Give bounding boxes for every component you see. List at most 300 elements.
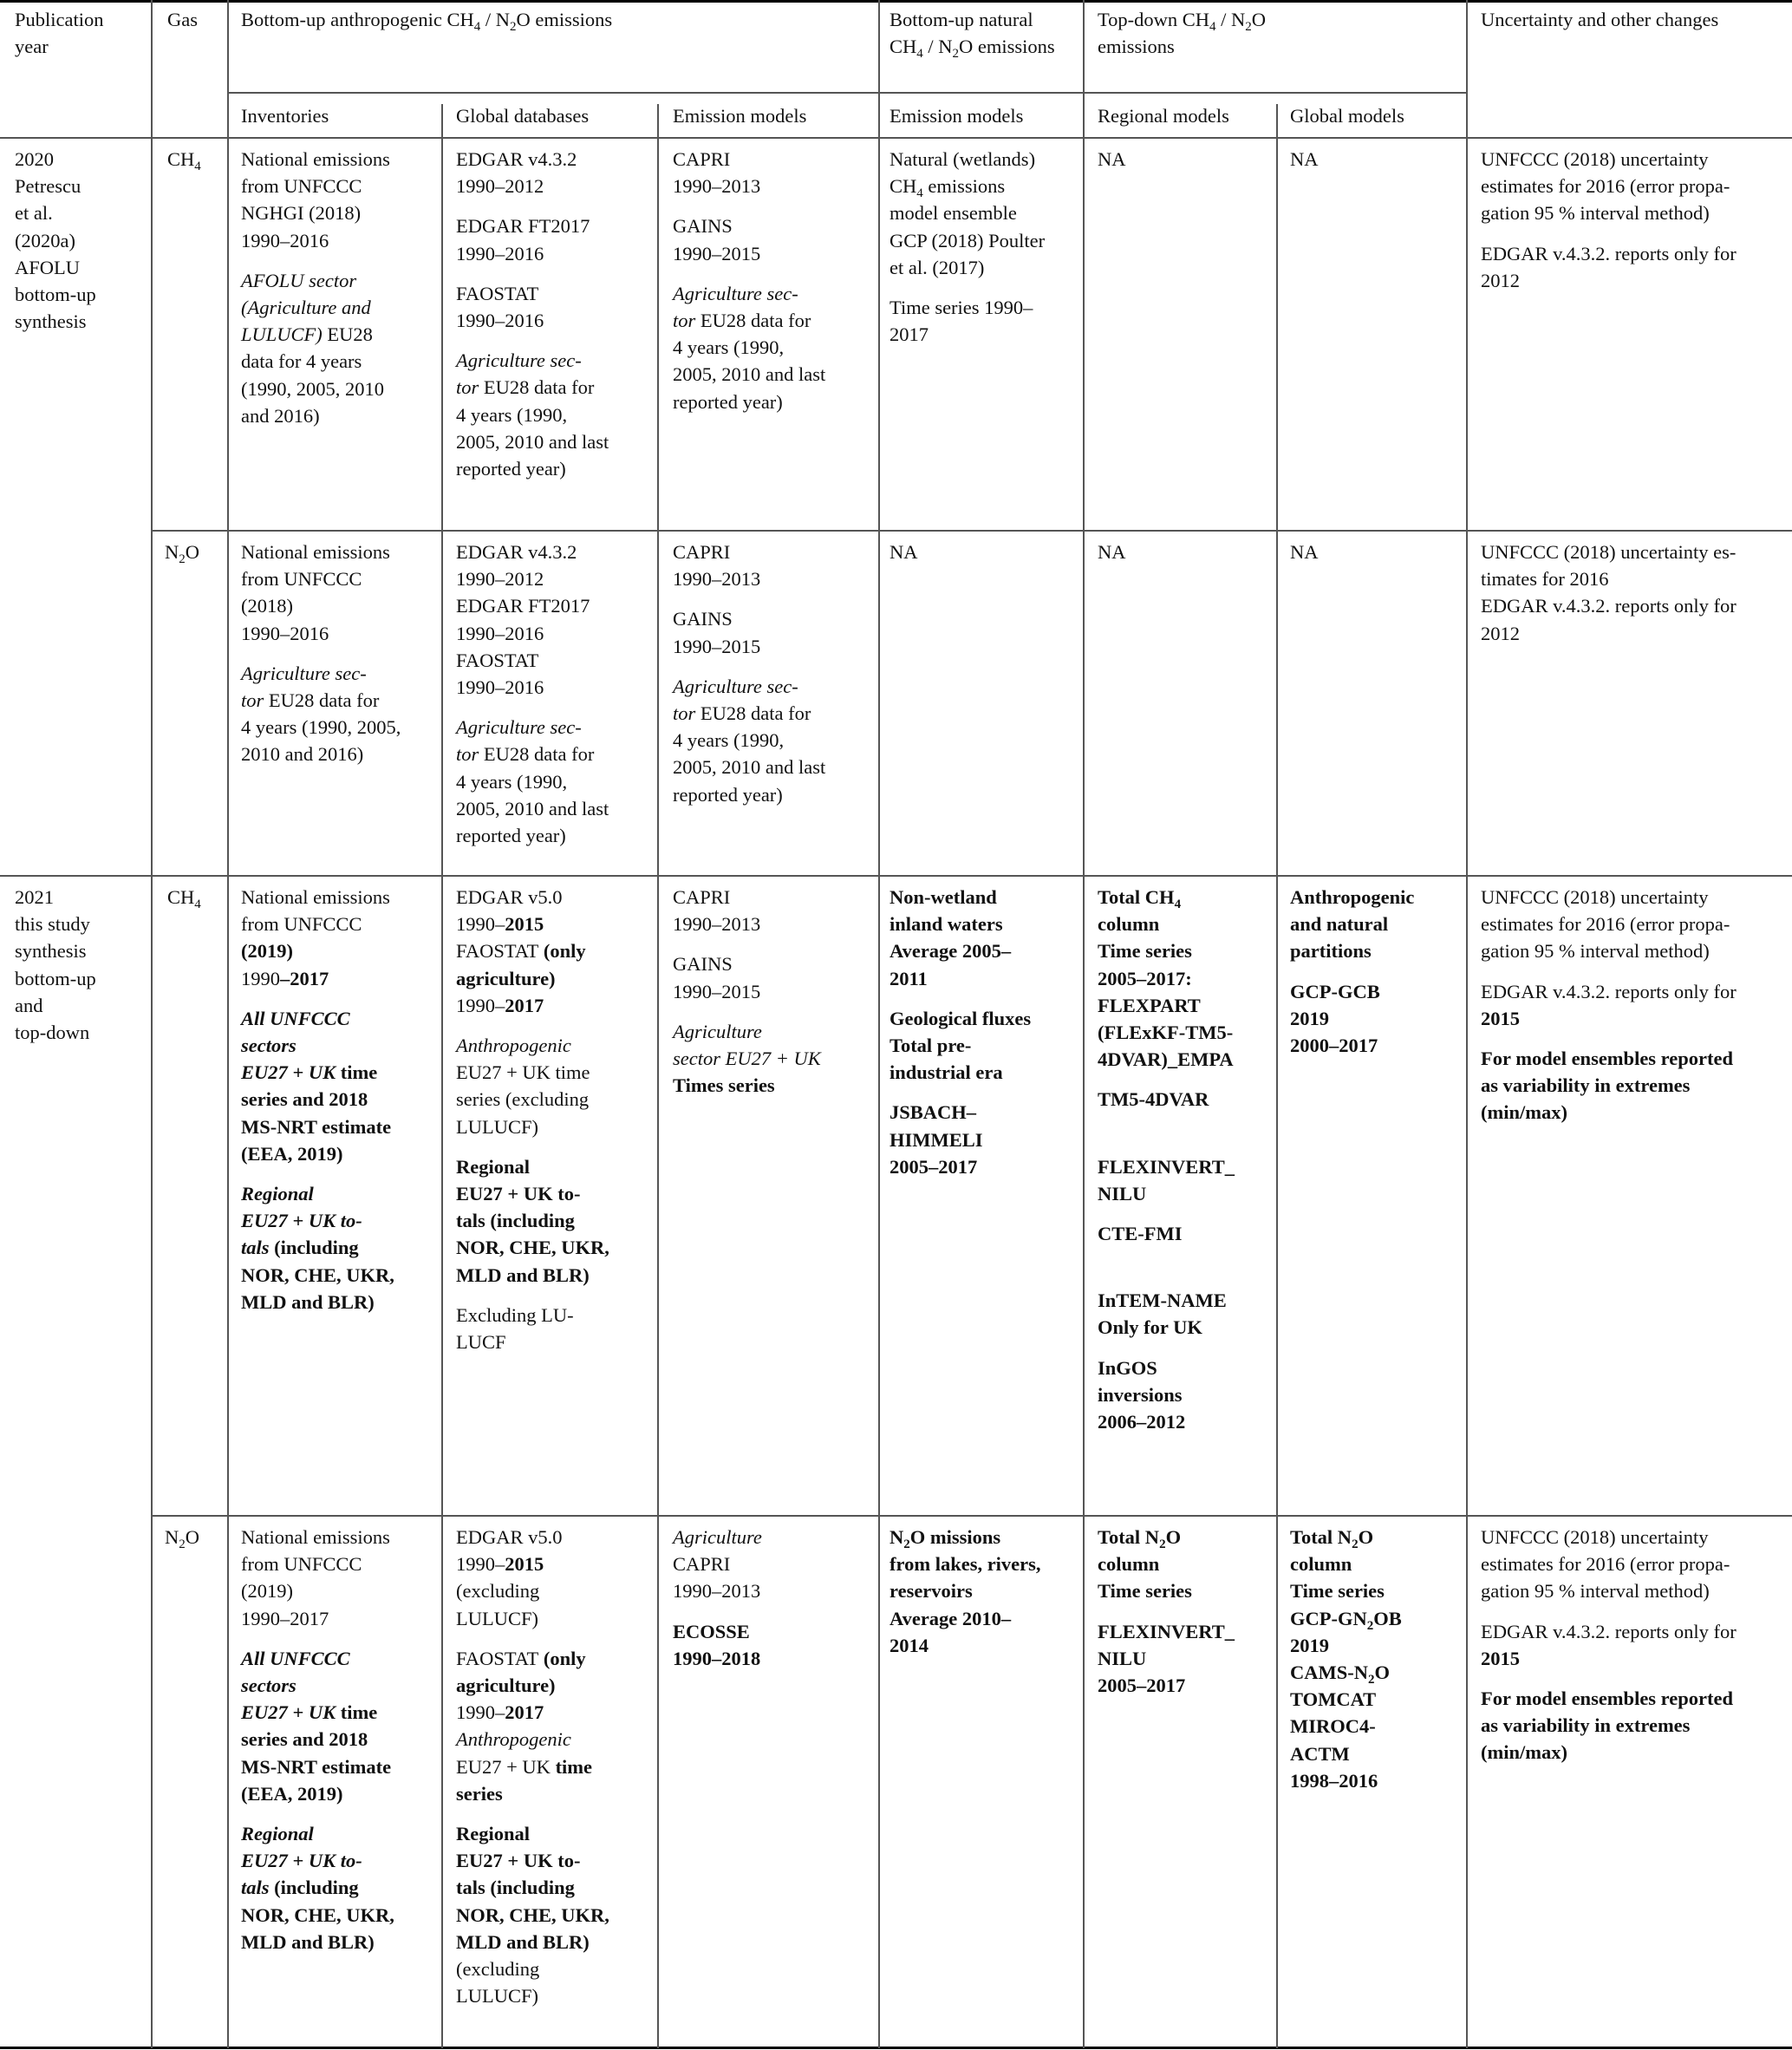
cell-text: ACTM xyxy=(1290,1742,1350,1765)
cell-text: estimates for 2016 (error propa- xyxy=(1481,913,1730,936)
cell-text: MLD and BLR) xyxy=(241,1290,375,1313)
cell-text: CAPRI xyxy=(673,886,731,908)
cell-text: synthesis xyxy=(15,940,87,963)
header-anthropogenic xyxy=(241,6,865,33)
cell-text: (2019) xyxy=(241,940,293,963)
cell-text: CTE-FMI xyxy=(1098,1223,1183,1245)
cell-text: CH xyxy=(889,175,917,198)
cell-text: EU27 + UK to- xyxy=(241,1210,362,1232)
cell-text: tals xyxy=(241,1237,270,1259)
cell-text: EU27 + UK to- xyxy=(456,1183,581,1205)
cell-text: Regional xyxy=(241,1183,314,1205)
cell-text: For model ensembles reported xyxy=(1481,1688,1733,1710)
cell-text: 2 xyxy=(179,1538,186,1551)
cell-text: (2019) xyxy=(241,1580,293,1603)
cell-text: Anthropogenic xyxy=(456,1728,571,1751)
cell-text: For model ensembles reported xyxy=(1481,1048,1733,1070)
row2020-ch4-regional xyxy=(1098,146,1126,173)
cell-text: 4 xyxy=(916,47,923,62)
cell-text: Anthropogenic xyxy=(1290,886,1415,908)
cell-text: EU27 + UK xyxy=(456,1755,556,1778)
cell-text: FLEXINVERT_ xyxy=(1098,1155,1235,1178)
cell-text: 1990–2013 xyxy=(673,568,761,591)
cell-text: 2 xyxy=(1368,1673,1375,1688)
cell-text: LULUCF) xyxy=(456,1985,538,2008)
cell-text: and xyxy=(15,994,43,1016)
cell-text: –2017 xyxy=(280,967,329,989)
cell-text: (EEA, 2019) xyxy=(241,1142,343,1165)
cell-text: EU28 data for xyxy=(264,689,380,712)
cell-text: column xyxy=(1098,1553,1160,1576)
row2020-ch4-gas xyxy=(167,146,201,173)
cell-text: EDGAR v.4.3.2. reports only for xyxy=(1481,1620,1737,1642)
cell-text: Bottom-up natural CH xyxy=(889,9,1033,58)
spacer xyxy=(456,701,643,714)
spacer xyxy=(456,1019,643,1032)
header-natural xyxy=(889,6,1067,60)
cell-text: 1990–2016 xyxy=(456,310,544,332)
cell-text: Agriculture sec- xyxy=(673,675,798,697)
cell-text: EU28 data for xyxy=(695,310,811,332)
cell-text: series and 2018 xyxy=(241,1728,368,1751)
row2020-n2o-gas xyxy=(165,539,199,565)
vline-after-topdown xyxy=(1466,0,1468,2048)
cell-text: CH xyxy=(167,886,195,908)
cell-text: EU27 + UK time xyxy=(456,1061,590,1084)
cell-text: HIMMELI xyxy=(889,1128,983,1151)
cell-text: Petrescu xyxy=(15,175,81,198)
cell-text: agriculture) xyxy=(456,1675,556,1697)
vline-reg-glob xyxy=(1276,104,1278,2048)
top-rule xyxy=(0,0,1792,3)
row2021-ch4-emission-models xyxy=(673,884,859,1099)
cell-text: 4 years (1990, xyxy=(456,403,568,426)
cell-text: 2011 xyxy=(889,967,928,989)
cell-text: FLEXINVERT_ xyxy=(1098,1620,1235,1642)
cell-text: from lakes, rivers, xyxy=(889,1553,1041,1576)
cell-text: partitions xyxy=(1290,940,1372,963)
header-inventories xyxy=(241,102,329,129)
cell-text: (including xyxy=(269,1237,359,1259)
cell-text: (2020a) xyxy=(15,229,75,251)
cell-text: O emissions xyxy=(959,36,1055,58)
row2021-n2o-global xyxy=(1290,1524,1459,1794)
cell-text: 1990–2016 xyxy=(456,676,544,699)
row2021-ch4-global-databases xyxy=(456,884,643,1355)
cell-text: (Agriculture and xyxy=(241,297,371,319)
cell-text: Uncertainty and other changes xyxy=(1481,9,1719,30)
spacer xyxy=(1098,1113,1271,1140)
cell-text: 2015 xyxy=(1481,1647,1520,1669)
cell-text: O emissions xyxy=(516,9,613,30)
header-uncertainty xyxy=(1481,6,1784,33)
cell-text: (including xyxy=(269,1877,359,1899)
cell-text: data for 4 years xyxy=(241,350,362,373)
row2021-ch4-global xyxy=(1290,884,1459,1059)
cell-text: Only for UK xyxy=(1098,1316,1202,1339)
row2021-n2o-gas xyxy=(165,1524,199,1551)
cell-text: 4 years (1990, xyxy=(456,770,568,793)
cell-text: 1990–2013 xyxy=(673,1580,761,1603)
cell-text: 4 xyxy=(194,898,201,911)
cell-text: from UNFCCC xyxy=(241,175,362,198)
cell-text: and natural xyxy=(1290,913,1389,936)
cell-text: Total CH xyxy=(1098,886,1175,908)
cell-text: column xyxy=(1098,913,1160,936)
row2020-n2o-inventories xyxy=(241,539,427,768)
cell-text: Global models xyxy=(1290,105,1404,127)
cell-text: NA xyxy=(1098,541,1126,563)
cell-text: Time series xyxy=(1098,1580,1192,1603)
row2021-ch4-n2o-rule xyxy=(151,1515,1792,1517)
cell-text: Total pre- xyxy=(889,1035,972,1057)
cell-text: 2 xyxy=(952,47,960,62)
cell-text: Time series xyxy=(1098,940,1192,963)
cell-text: 4 years (1990, xyxy=(673,729,785,752)
cell-text: EU28 xyxy=(322,323,373,346)
cell-text: CH xyxy=(167,148,195,170)
cell-text: 1990–2015 xyxy=(673,242,761,264)
spacer xyxy=(456,1807,643,1820)
cell-text: from UNFCCC xyxy=(241,913,362,936)
cell-text: Agriculture sec- xyxy=(673,282,798,304)
row2021-n2o-uncertainty xyxy=(1481,1524,1784,1766)
cell-text: (2018) xyxy=(241,595,293,617)
row2020-n2o-emission-models xyxy=(673,539,859,808)
spacer xyxy=(1098,1274,1271,1287)
spacer xyxy=(456,267,643,280)
cell-text: 2005, 2010 and last xyxy=(456,430,609,453)
cell-text: 1990–2016 xyxy=(456,622,544,644)
spacer xyxy=(1481,965,1784,978)
cell-text: from UNFCCC xyxy=(241,568,362,591)
cell-text: NGHGI (2018) xyxy=(241,202,362,225)
cell-text: FAOSTAT xyxy=(456,649,539,671)
cell-text: tor xyxy=(673,702,696,725)
vline-after-natural xyxy=(1083,0,1085,2048)
cell-text: 4 xyxy=(1209,20,1216,34)
cell-text: 2017 xyxy=(505,1701,544,1724)
cell-text: Publication year xyxy=(15,9,104,58)
cell-text: 2017 xyxy=(889,323,929,346)
cell-text: 1990–2013 xyxy=(673,175,761,198)
row2021-n2o-emission-models xyxy=(673,1524,859,1672)
cell-text: O xyxy=(1358,1526,1374,1548)
cell-text: 2005–2017 xyxy=(889,1155,978,1178)
cell-text: et al. (2017) xyxy=(889,256,985,278)
cell-text: (FLExKF-TM5- xyxy=(1098,1022,1234,1044)
bottom-rule xyxy=(0,2047,1792,2049)
cell-text: Bottom-up anthropogenic CH xyxy=(241,9,474,30)
spacer xyxy=(1290,965,1459,978)
cell-text: 2000–2017 xyxy=(1290,1035,1378,1057)
cell-text: UNFCCC (2018) uncertainty xyxy=(1481,148,1709,170)
spacer xyxy=(673,937,859,950)
spacer xyxy=(673,199,859,212)
spacer xyxy=(1481,1605,1784,1618)
cell-text: EDGAR FT2017 xyxy=(456,215,590,238)
cell-text: GCP (2018) Poulter xyxy=(889,229,1046,251)
header-gas xyxy=(167,6,219,33)
cell-text: CAPRI xyxy=(673,1553,731,1576)
header-rule xyxy=(0,137,1792,139)
cell-text: Time series 1990– xyxy=(889,297,1033,319)
row2020-ch4-natural xyxy=(889,146,1071,348)
cell-text: tals (including xyxy=(456,1210,575,1232)
spacer xyxy=(673,267,859,280)
cell-text: NA xyxy=(1290,148,1319,170)
cell-text: series xyxy=(456,1782,503,1805)
row2020-ch4-global-databases xyxy=(456,146,643,482)
cell-text: JSBACH– xyxy=(889,1101,977,1124)
header-natural-emission-models xyxy=(889,102,1023,129)
cell-text: tor xyxy=(456,376,479,399)
cell-text: UNFCCC (2018) uncertainty xyxy=(1481,1526,1709,1548)
cell-text: AFOLU xyxy=(15,256,81,278)
vline-after-gas xyxy=(227,0,229,2048)
row2020-ch4-uncertainty xyxy=(1481,146,1784,294)
header-publication-year xyxy=(15,6,136,60)
spacer xyxy=(456,1140,643,1153)
cell-text: 1990– xyxy=(456,913,505,936)
cell-text: Top-down CH xyxy=(1098,9,1210,30)
cell-text: this study xyxy=(15,913,90,936)
spacer xyxy=(889,281,1071,294)
cell-text: EU27 + UK xyxy=(241,1061,336,1084)
row2021-ch4-regional xyxy=(1098,884,1271,1435)
cell-text: as variability in extremes xyxy=(1481,1074,1691,1097)
cell-text: LULUCF) xyxy=(456,1115,538,1138)
header-midrule-natural xyxy=(878,92,1083,94)
cell-text: 2010 and 2016) xyxy=(241,743,364,766)
cell-text: LULUCF) xyxy=(456,1607,538,1629)
spacer xyxy=(456,334,643,347)
row2020-n2o-global xyxy=(1290,539,1319,565)
cell-text: / N xyxy=(1215,9,1246,30)
row2021-ch4-uncertainty xyxy=(1481,884,1784,1126)
cell-text: O xyxy=(185,1526,199,1548)
cell-text: EDGAR FT2017 xyxy=(456,595,590,617)
cell-text: EDGAR v5.0 xyxy=(456,886,563,908)
row2020-n2o-regional xyxy=(1098,539,1126,565)
cell-text: 2005, 2010 and last xyxy=(456,797,609,819)
spacer xyxy=(1098,1605,1271,1618)
cell-text: EDGAR v.4.3.2. reports only for xyxy=(1481,595,1737,617)
cell-text: NOR, CHE, UKR, xyxy=(456,1903,609,1926)
row2021-ch4-inventories xyxy=(241,884,427,1316)
cell-text: Total N xyxy=(1098,1526,1160,1548)
cell-text: Agriculture sec- xyxy=(241,662,367,684)
cell-text: EDGAR v4.3.2 xyxy=(456,541,577,563)
cell-text: EDGAR v.4.3.2. reports only for xyxy=(1481,980,1737,1002)
cell-text: Average 2010– xyxy=(889,1607,1012,1629)
spacer xyxy=(456,1632,643,1645)
cell-text: O xyxy=(1165,1526,1182,1548)
cell-text: (min/max) xyxy=(1481,1741,1567,1764)
cell-text: sectors xyxy=(241,1035,296,1057)
cell-text: Geological fluxes xyxy=(889,1007,1032,1029)
cell-text: CAPRI xyxy=(673,541,731,563)
cell-text: 4 xyxy=(194,160,201,173)
cell-text: 4 xyxy=(473,20,481,34)
cell-text: FAOSTAT xyxy=(456,282,539,304)
row2021-year xyxy=(15,884,145,1046)
cell-text: EDGAR v5.0 xyxy=(456,1526,563,1548)
cell-text: (EEA, 2019) xyxy=(241,1782,343,1805)
spacer xyxy=(1481,227,1784,240)
row2020-n2o-global-databases xyxy=(456,539,643,849)
cell-text: 2 xyxy=(1366,1618,1374,1633)
spacer xyxy=(673,1005,859,1018)
cell-text: 1990–2015 xyxy=(673,635,761,657)
row2020-ch4-emission-models xyxy=(673,146,859,415)
cell-text: reported year) xyxy=(456,458,566,480)
row2020-ch4-global xyxy=(1290,146,1319,173)
cell-text: EU27 + UK xyxy=(241,1701,336,1724)
spacer xyxy=(673,592,859,605)
cell-text: 1990–2015 xyxy=(673,980,761,1002)
cell-text: inland waters xyxy=(889,913,1003,936)
cell-text: EU28 data for xyxy=(479,743,595,766)
cell-text: Average 2005– xyxy=(889,940,1012,963)
cell-text: InGOS xyxy=(1098,1356,1157,1379)
cell-text: sector EU27 + UK xyxy=(673,1048,821,1070)
cell-text: NOR, CHE, UKR, xyxy=(456,1237,609,1259)
cell-text: 2015 xyxy=(505,913,544,936)
cell-text: 4 years (1990, 2005, xyxy=(241,716,401,739)
cell-text: time xyxy=(336,1061,378,1084)
cell-text: Agriculture sec- xyxy=(456,716,582,739)
cell-text: 4 xyxy=(1174,898,1182,911)
cell-text: agriculture) xyxy=(456,967,556,989)
spacer xyxy=(456,1289,643,1302)
cell-text: tor xyxy=(673,310,696,332)
cell-text: (only xyxy=(538,940,586,963)
spacer xyxy=(673,660,859,673)
cell-text: / N xyxy=(480,9,510,30)
row2021-ch4-natural xyxy=(889,884,1071,1180)
cell-text: NILU xyxy=(1098,1182,1147,1205)
cell-text: 2 xyxy=(179,552,186,566)
cell-text: 1990– xyxy=(456,1553,505,1576)
cell-text: 2006–2012 xyxy=(1098,1411,1186,1433)
cell-text: Anthropogenic xyxy=(456,1035,571,1057)
cell-text: 2019 xyxy=(1290,1007,1329,1029)
cell-text: as variability in extremes xyxy=(1481,1714,1691,1737)
cell-text: 2012 xyxy=(1481,622,1520,644)
cell-text: 2012 xyxy=(1481,269,1520,291)
cell-text: 2 xyxy=(1245,20,1252,34)
cell-text: 1990–2016 xyxy=(241,622,329,644)
cell-text: MLD and BLR) xyxy=(456,1263,590,1286)
cell-text: NA xyxy=(1098,148,1126,170)
cell-text: synthesis xyxy=(15,310,87,333)
cell-text: GAINS xyxy=(673,953,733,976)
spacer xyxy=(241,992,427,1005)
cell-text: 1990–2016 xyxy=(456,242,544,264)
cell-text: EDGAR v4.3.2 xyxy=(456,148,577,170)
cell-text: reservoirs xyxy=(889,1580,973,1603)
cell-text: tor xyxy=(456,743,479,766)
cell-text: GAINS xyxy=(673,608,733,630)
cell-text: 2019 xyxy=(1290,1634,1329,1656)
cell-text: 2015 xyxy=(1481,1007,1520,1029)
cell-text: Regional xyxy=(456,1823,531,1845)
row2020-n2o-uncertainty xyxy=(1481,539,1784,647)
spacer xyxy=(241,647,427,660)
cell-text: gation 95 % interval method) xyxy=(1481,940,1710,963)
cell-text: O xyxy=(185,541,199,563)
cell-text: N xyxy=(165,1526,179,1548)
spacer xyxy=(1098,1073,1271,1086)
cell-text: 2020 xyxy=(15,148,54,170)
cell-text: bottom-up xyxy=(15,967,96,989)
vline-after-anthropogenic xyxy=(878,0,880,2048)
cell-text: TM5-4DVAR xyxy=(1098,1088,1209,1111)
cell-text: Global databases xyxy=(456,105,590,127)
cell-text: reported year) xyxy=(673,783,783,806)
cell-text: O xyxy=(1374,1662,1391,1684)
cell-text: N xyxy=(889,1526,904,1548)
cell-text: model ensemble xyxy=(889,202,1017,225)
row2020-ch4-n2o-rule xyxy=(151,530,1792,532)
cell-text: 2005, 2010 and last xyxy=(673,363,826,386)
cell-text: 1990–2018 xyxy=(673,1647,761,1669)
cell-text: GAINS xyxy=(673,215,733,238)
cell-text: 1990–2012 xyxy=(456,175,544,198)
cell-text: estimates for 2016 (error propa- xyxy=(1481,175,1730,198)
cell-text: (min/max) xyxy=(1481,1101,1567,1124)
cell-text: 2 xyxy=(903,1538,910,1551)
cell-text: MS-NRT estimate xyxy=(241,1115,392,1138)
row2021-ch4-gas xyxy=(167,884,201,911)
cell-text: GCP-GCB xyxy=(1290,980,1380,1002)
cell-text: Times series xyxy=(673,1074,775,1097)
spacer xyxy=(241,1632,427,1645)
cell-text: / N xyxy=(922,36,953,58)
cell-text: CAPRI xyxy=(673,148,731,170)
cell-text: N xyxy=(165,541,179,563)
cell-text: series and 2018 xyxy=(241,1088,368,1111)
spacer xyxy=(241,254,427,267)
cell-text: 2014 xyxy=(889,1634,929,1656)
header-global-models xyxy=(1290,102,1404,129)
cell-text: 2 xyxy=(1352,1538,1359,1551)
cell-text: Total N xyxy=(1290,1526,1352,1548)
row2021-n2o-natural xyxy=(889,1524,1071,1659)
row-separator xyxy=(0,875,1792,877)
cell-text: (excluding xyxy=(456,1580,540,1603)
spacer xyxy=(241,1167,427,1180)
cell-text: NA xyxy=(889,541,918,563)
cell-text: Agriculture xyxy=(673,1526,762,1548)
cell-text: GCP-GN xyxy=(1290,1607,1367,1629)
spacer xyxy=(673,1605,859,1618)
cell-text: emissions xyxy=(922,175,1006,198)
cell-text: 2 xyxy=(1159,1538,1166,1551)
cell-text: EDGAR v.4.3.2. reports only for xyxy=(1481,242,1737,264)
cell-text: Regional models xyxy=(1098,105,1229,127)
cell-text: Regional xyxy=(241,1823,314,1845)
cell-text: from UNFCCC xyxy=(241,1553,362,1576)
cell-text: top-down xyxy=(15,1022,90,1044)
cell-text: CAMS-N xyxy=(1290,1662,1368,1684)
cell-text: EU27 + UK to- xyxy=(456,1850,581,1872)
cell-text: (only xyxy=(538,1647,586,1669)
cell-text: All UNFCCC xyxy=(241,1007,350,1029)
cell-text: 4 years (1990, xyxy=(673,336,785,359)
cell-text: MIROC4- xyxy=(1290,1715,1376,1738)
